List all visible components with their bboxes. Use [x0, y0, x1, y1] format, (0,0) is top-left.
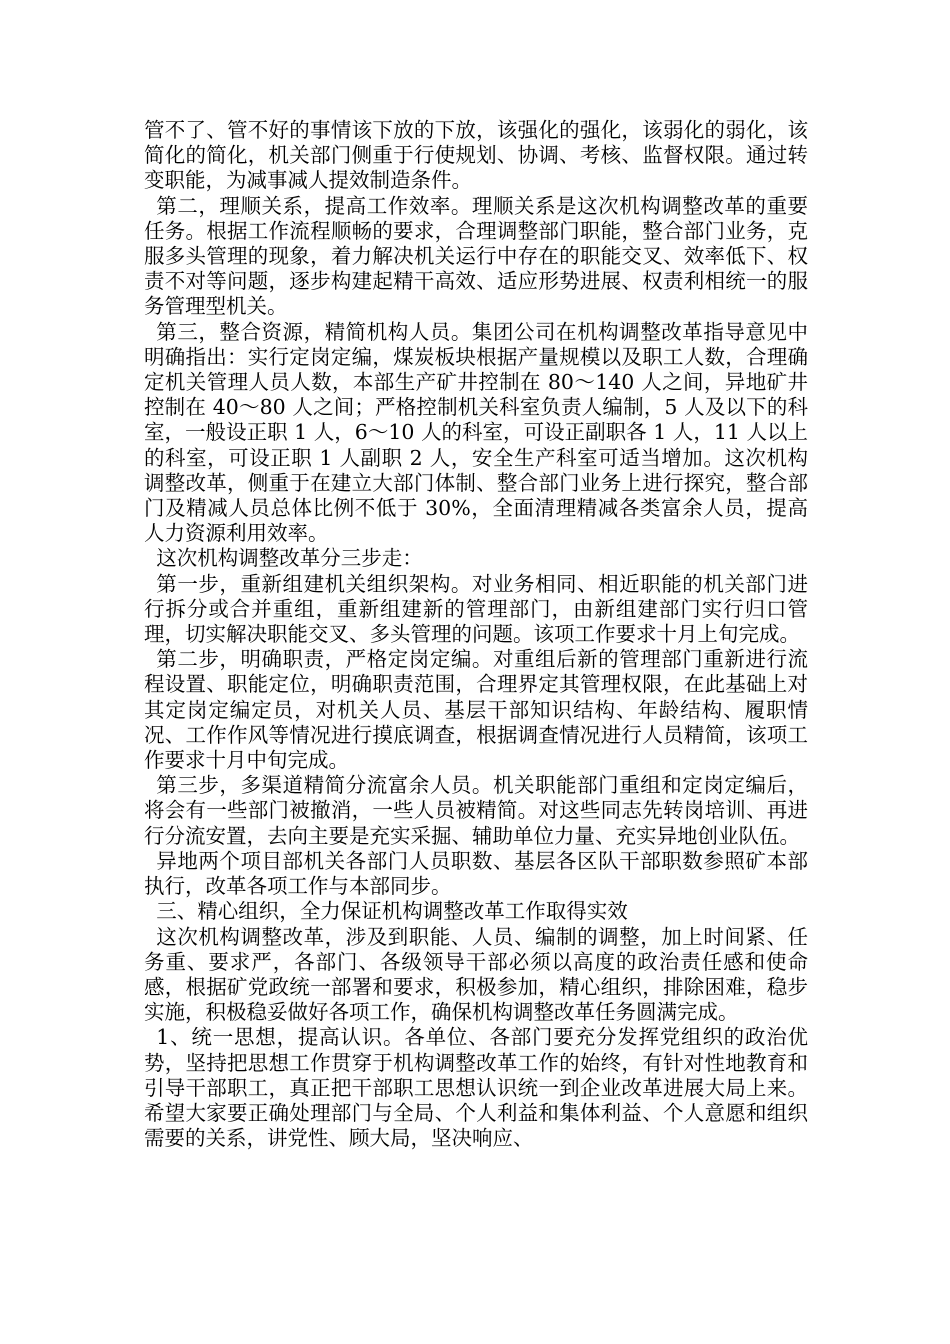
paragraph-5: 第一步，重新组建机关组织架构。对业务相同、相近职能的机关部门进行拆分或合并重组，重新组建新的管理部门，由新组建部门实行归口管理，切实解决职能交叉、多头管理的问题。该项工作要求十月上旬完成。	[144, 571, 808, 647]
paragraph-10: 这次机构调整改革，涉及到职能、人员、编制的调整，加上时间紧、任务重、要求严，各部门、各级领导干部必须以高度的政治责任感和使命感，根据矿党政统一部署和要求，积极参加，精心组织，排除困难，稳步实施，积极稳妥做好各项工作，确保机构调整改革任务圆满完成。	[144, 924, 808, 1025]
paragraph-1: 管不了、管不好的事情该下放的下放，该强化的强化，该弱化的弱化，该简化的简化，机关部门侧重于行使规划、协调、考核、监督权限。通过转变职能，为减事减人提效制造条件。	[144, 118, 808, 193]
paragraph-4: 这次机构调整改革分三步走：	[156, 546, 423, 571]
paragraph-11: 1、统一思想，提高认识。各单位、各部门要充分发挥党组织的政治优势，坚持把思想工作贯穿于机构调整改革工作的始终，有针对性地教育和引导干部职工，真正把干部职工思想认识统一到企业改革进展大局上来。希望大家要正确处理部门与全局、个人利益和集体利益、个人意愿和组织需要的关系，讲党性、顾大局，坚决响应、	[144, 1025, 808, 1151]
paragraph-6: 第二步，明确职责，严格定岗定编。对重组后新的管理部门重新进行流程设置、职能定位，明确职责范围，合理界定其管理权限，在此基础上对其定岗定编定员，对机关人员、基层干部知识结构、年龄结构、履职情况、工作作风等情况进行摸底调查，根据调查情况进行人员精简，该项工作要求十月中旬完成。	[144, 647, 808, 773]
paragraph-8: 异地两个项目部机关各部门人员职数、基层各区队干部职数参照矿本部执行，改革各项工作与本部同步。	[144, 848, 808, 899]
document-body	[144, 118, 808, 1151]
paragraph-3: 第三，整合资源，精简机构人员。集团公司在机构调整改革指导意见中明确指出：实行定岗定编，煤炭板块根据产量规模以及职工人数，合理确定机关管理人员人数，本部生产矿井控制在 80～140 人之间，异地矿井控制在 40～80 人之间；严格控制机关科室负责人编制，5 人及以下的科室，一般设正职 1 人，6～10 人的科室，可设正副职各 1 人，11 人以上的科室，可设正职 1 人副职 2 人，安全生产科室可适当增加。这次机构调整改革，侧重于在建立大部门体制、整合部门业务上进行探究，整合部门及精减人员总体比例不低于 30%，全面清理精减各类富余人员，提高人力资源利用效率。	[144, 319, 808, 546]
paragraph-7: 第三步，多渠道精简分流富余人员。机关职能部门重组和定岗定编后，将会有一些部门被撤消，一些人员被精简。对这些同志先转岗培训、再进行分流安置，去向主要是充实采掘、辅助单位力量、充实异地创业队伍。	[144, 773, 808, 848]
paragraph-2: 第二，理顺关系，提高工作效率。理顺关系是这次机构调整改革的重要任务。根据工作流程顺畅的要求，合理调整部门职能，整合部门业务，克服多头管理的现象，着力解决机关运行中存在的职能交叉、效率低下、权责不对等问题，逐步构建起精干高效、适应形势进展、权责利相统一的服务管理型机关。	[144, 193, 808, 319]
section-heading-3: 三、精心组织，全力保证机构调整改革工作取得实效	[156, 899, 628, 924]
